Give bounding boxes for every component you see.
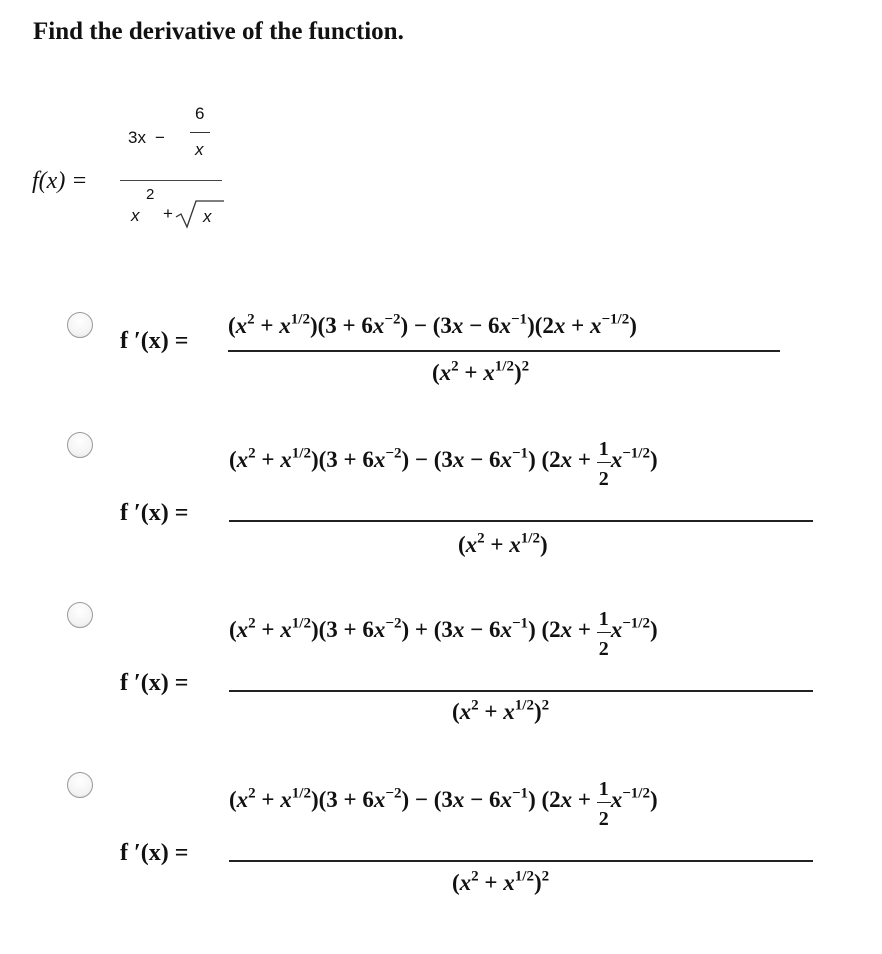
option-2-label: f ′(x) =: [120, 500, 189, 526]
option-4-denominator: $(x^2 + x^{1/2})^2$: [452, 868, 550, 895]
question-text: Find the derivative of the function.: [33, 18, 404, 45]
main-fraction-bar: [120, 180, 222, 181]
option-1-fraction-bar: [228, 350, 780, 352]
option-2-denominator: $(x^2 + x^{1/2})$: [458, 530, 548, 557]
numerator-minus: −: [155, 128, 165, 147]
option-2-radio[interactable]: [67, 432, 93, 458]
denominator-exponent: 2: [146, 186, 155, 203]
denominator-x: x: [131, 206, 140, 225]
option-3-radio[interactable]: [67, 602, 93, 628]
option-4-radio[interactable]: [67, 772, 93, 798]
option-4-label: f ′(x) =: [120, 840, 189, 866]
option-2-fraction-bar: [229, 520, 813, 522]
inner-fraction-denominator: x: [195, 140, 204, 159]
option-1-label: f ′(x) =: [120, 328, 189, 354]
sqrt-icon: [174, 197, 226, 231]
option-3-numerator: $(x^2 + x^{1/2})(3 + 6x^{-2}) + (3x - 6x^{-1}) (2x$ + $\frac{1}{2}$ $x^{-1/2}$): [229, 607, 658, 660]
function-label: f(x) =: [32, 168, 88, 194]
inner-fraction-bar: [190, 132, 210, 133]
option-3-fraction-bar: [229, 690, 813, 692]
inner-fraction-numerator: 6: [195, 104, 205, 123]
option-4-fraction-bar: [229, 860, 813, 862]
option-3-denominator: $(x^2 + x^{1/2})^2$: [452, 697, 550, 724]
denominator-plus: +: [163, 204, 173, 223]
option-1-radio[interactable]: [67, 312, 93, 338]
option-4-numerator: $(x^2 + x^{1/2})(3 + 6x^{-2}) - (3x - 6x^{-1}) (2x$ + $\frac{1}{2}$ $x^{-1/2}$): [229, 777, 658, 830]
option-1-denominator: $(x^2 + x^{1/2})^2$: [432, 358, 530, 385]
option-1-numerator: $(x^2 + x^{1/2})(3 + 6x^{-2}) - (3x - 6x^{-1})(2x + x^{-1/2})$: [228, 311, 637, 338]
numerator-3x: 3x: [128, 128, 146, 147]
option-3-label: f ′(x) =: [120, 670, 189, 696]
sqrt-argument: x: [203, 207, 212, 226]
option-2-numerator: $(x^2 + x^{1/2})(3 + 6x^{-2}) - (3x - 6x^{-1}) (2x$ + $\frac{1}{2}$ $x^{-1/2}$): [229, 437, 658, 490]
